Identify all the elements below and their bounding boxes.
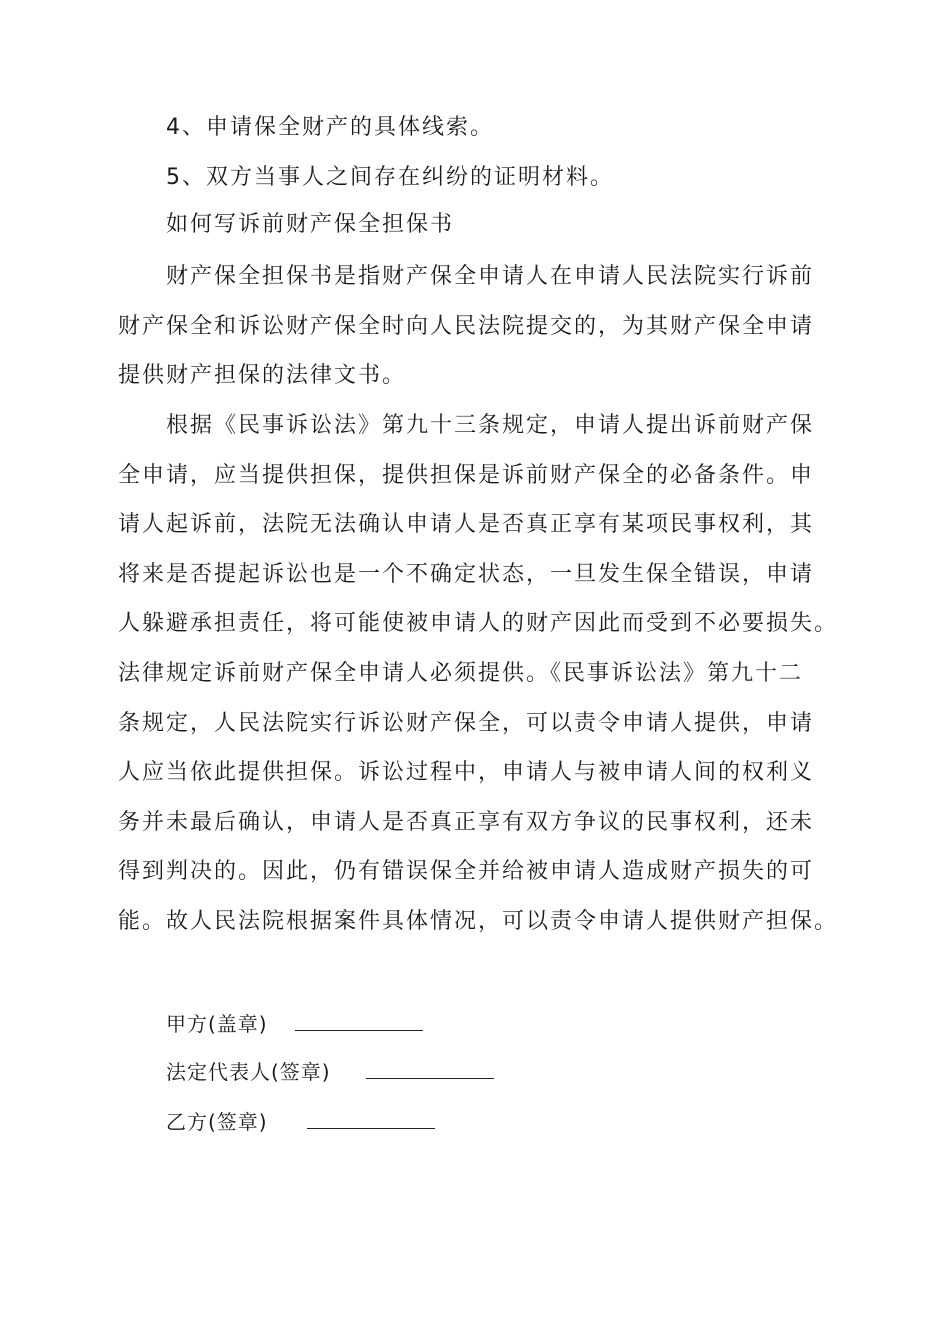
signature-party-b-label: 乙方(签章) (166, 1110, 268, 1134)
paragraph2-line: 请人起诉前，法院无法确认申请人是否真正享有某项民事权利，其 (118, 512, 815, 537)
signature-party-b-line[interactable] (307, 1108, 435, 1129)
paragraph1-line: 财产保全和诉讼财产保全时向人民法院提交的，为其财产保全申请 (118, 314, 815, 339)
signature-legal-rep (166, 1058, 494, 1086)
paragraph2-line: 能。故人民法院根据案件具体情况，可以责令申请人提供财产担保。 (118, 909, 839, 934)
signature-party-a-line[interactable] (295, 1010, 423, 1031)
signature-party-a (166, 1010, 423, 1038)
signature-legal-rep-label: 法定代表人(签章) (166, 1060, 331, 1084)
list-item-5: 5、双方当事人之间存在纠纷的证明材料。 (166, 165, 614, 190)
paragraph2-line: 法律规定诉前财产保全申请人必须提供。《民事诉讼法》第九十二 (118, 661, 804, 686)
signature-legal-rep-line[interactable] (366, 1058, 494, 1079)
paragraph2-line: 务并未最后确认，申请人是否真正享有双方争议的民事权利，还未 (118, 810, 815, 835)
section-heading: 如何写诉前财产保全担保书 (166, 212, 455, 237)
paragraph2-line: 条规定，人民法院实行诉讼财产保全，可以责令申请人提供，申请 (118, 711, 815, 736)
paragraph2-line: 人躲避承担责任，将可能使被申请人的财产因此而受到不必要损失。 (118, 611, 839, 636)
paragraph1-line: 财产保全担保书是指财产保全申请人在申请人民法院实行诉前 (166, 264, 815, 289)
paragraph2-line: 全申请，应当提供担保，提供担保是诉前财产保全的必备条件。申 (118, 463, 815, 488)
paragraph1-line: 提供财产担保的法律文书。 (118, 363, 407, 388)
list-item-4: 4、申请保全财产的具体线索。 (166, 115, 494, 140)
signature-party-b (166, 1108, 435, 1136)
signature-party-a-label: 甲方(盖章) (166, 1012, 268, 1036)
paragraph2-line: 得到判决的。因此，仍有错误保全并给被申请人造成财产损失的可 (118, 859, 815, 884)
paragraph2-line: 人应当依此提供担保。诉讼过程中，申请人与被申请人间的权利义 (118, 760, 815, 785)
paragraph2-line: 根据《民事诉讼法》第九十三条规定，申请人提出诉前财产保 (166, 413, 815, 438)
paragraph2-line: 将来是否提起诉讼也是一个不确定状态，一旦发生保全错误，申请 (118, 562, 815, 587)
